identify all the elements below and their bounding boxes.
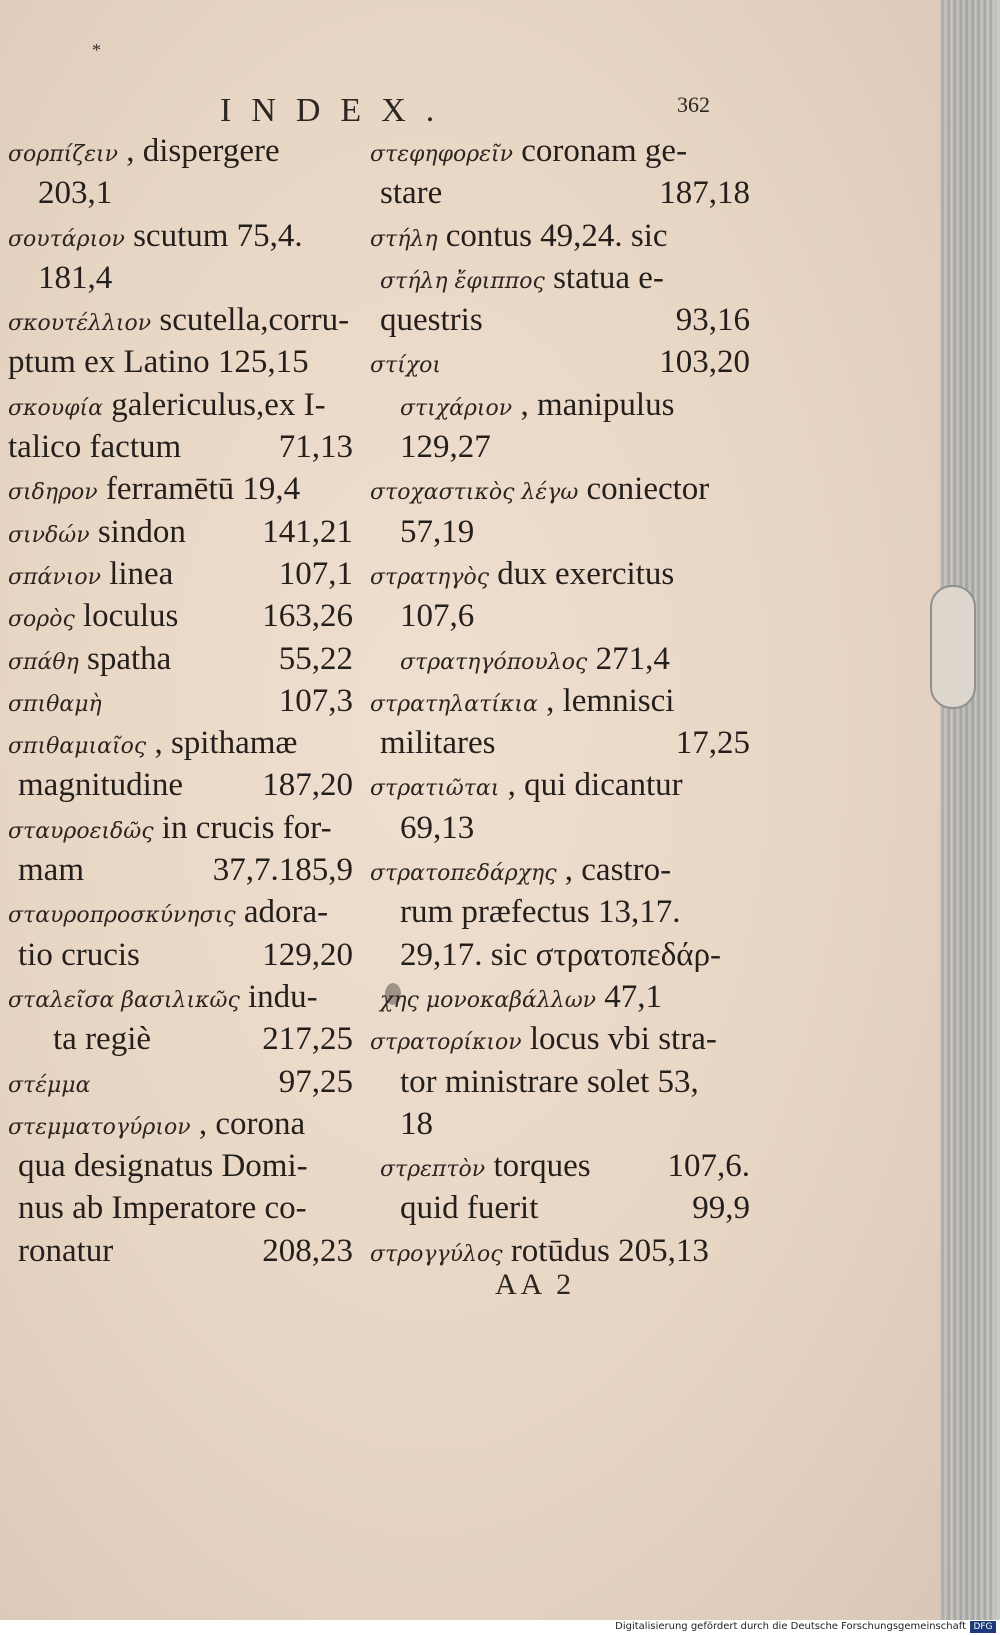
entry-text (18, 849, 84, 891)
index-entry (8, 680, 353, 722)
page-reference: 217,25 (262, 1021, 353, 1058)
index-entry (370, 764, 750, 806)
index-entry (370, 722, 750, 764)
entry-text (8, 680, 102, 726)
greek-headword: στίχοι (370, 353, 442, 379)
page-header: INDEX. (220, 92, 455, 129)
entry-text (370, 130, 687, 176)
latin-gloss: talico factum (8, 429, 182, 466)
greek-headword: σινδών (8, 522, 90, 548)
index-entry (8, 1187, 353, 1229)
entry-text (370, 764, 683, 810)
entry-text (400, 511, 474, 553)
signature-star: * (92, 40, 101, 60)
signature-mark: AA 2 (495, 1268, 576, 1301)
greek-headword: σπάνιον (8, 564, 101, 590)
index-entry (370, 299, 750, 341)
greek-headword: στοχαστικὸς λέγω (370, 480, 579, 506)
greek-headword: στήλη (370, 226, 438, 252)
entry-text (370, 215, 668, 261)
entry-text (18, 1230, 113, 1272)
index-entry (8, 468, 353, 510)
entry-text (380, 976, 662, 1022)
greek-headword: σταυροπροσκύνησις (8, 903, 236, 929)
index-entry (8, 934, 353, 976)
latin-gloss: ferramētū 19,4 (105, 471, 301, 508)
index-entry (8, 807, 353, 849)
greek-headword: στεμματογύριον (8, 1114, 191, 1140)
index-entry (370, 1061, 750, 1103)
greek-headword: στέμμα (8, 1072, 91, 1098)
page-reference: 17,25 (675, 725, 750, 762)
entry-text (8, 638, 171, 684)
entry-text (380, 172, 442, 214)
index-entry (370, 172, 750, 214)
entry-text (53, 1018, 151, 1060)
entry-text (8, 553, 173, 599)
greek-headword: σιδηρον (8, 480, 98, 506)
latin-gloss: ronatur (18, 1232, 114, 1269)
entry-text (8, 722, 297, 768)
latin-gloss: adora- (243, 894, 329, 931)
greek-headword: σκουφία (8, 395, 103, 421)
index-entry (370, 1103, 750, 1145)
latin-gloss: quid fuerit (400, 1190, 539, 1227)
latin-gloss: dux exercitus (497, 555, 675, 592)
latin-gloss: 107,6 (400, 598, 475, 635)
index-entry (370, 934, 750, 976)
latin-gloss: , corona (198, 1105, 306, 1142)
entry-text (18, 934, 140, 976)
latin-gloss: linea (109, 555, 174, 592)
entry-text (400, 384, 674, 430)
entry-text (400, 1061, 699, 1103)
entry-text (8, 215, 303, 261)
index-entry (8, 215, 353, 257)
entry-text (18, 1145, 308, 1187)
index-entry (370, 1018, 750, 1060)
greek-headword: στιχάριον (400, 395, 513, 421)
latin-gloss: 29,17. sic στρατοπεδάρ- (400, 936, 722, 973)
index-entry (8, 1103, 353, 1145)
latin-gloss: , qui dicantur (507, 767, 683, 804)
entry-text (38, 172, 112, 214)
index-entry (370, 384, 750, 426)
entry-text (370, 341, 441, 387)
greek-headword: στρατορίκιον (370, 1030, 522, 1056)
latin-gloss: rum præfectus 13,17. (400, 894, 681, 931)
index-entry (8, 1230, 353, 1272)
index-entry (370, 130, 750, 172)
latin-gloss: ta regiè (53, 1021, 152, 1058)
latin-gloss: coronam ge- (521, 133, 688, 169)
entry-text (380, 1145, 591, 1191)
page-reference: 208,23 (262, 1232, 353, 1269)
greek-headword: σορπίζειν (8, 142, 119, 167)
entry-text (400, 1187, 538, 1229)
entry-text (380, 257, 664, 303)
entry-text (370, 468, 709, 514)
page-reference: 163,26 (262, 598, 353, 635)
index-entry (8, 130, 353, 172)
greek-headword: σταλεῖσα βασιλικῶς (8, 987, 240, 1013)
index-entry (370, 257, 750, 299)
latin-gloss: 18 (400, 1105, 433, 1142)
index-entry (8, 426, 353, 468)
page-reference: 103,20 (659, 344, 750, 381)
index-entry (8, 299, 353, 341)
page-reference: 141,21 (262, 513, 353, 550)
page-number: 362 (677, 92, 710, 117)
index-entry (370, 215, 750, 257)
entry-text (8, 468, 300, 514)
latin-gloss: 203,1 (38, 175, 113, 212)
index-entry (370, 807, 750, 849)
latin-gloss: tio crucis (18, 936, 140, 973)
latin-gloss: , lemnisci (546, 682, 675, 719)
latin-gloss: tor ministrare solet 53, (400, 1063, 699, 1100)
latin-gloss: 271,4 (595, 640, 670, 677)
entry-text (370, 553, 674, 599)
page-stack-edge (940, 0, 995, 1620)
index-entry (8, 341, 353, 383)
latin-gloss: spatha (87, 640, 172, 677)
latin-gloss: loculus (83, 598, 179, 635)
latin-gloss: nus ab Imperatore co- (18, 1190, 307, 1227)
page-reference: 187,20 (262, 767, 353, 804)
dfg-logo: DFG (970, 1621, 996, 1633)
latin-gloss: 181,4 (38, 259, 113, 296)
index-entry (370, 553, 750, 595)
greek-headword: σουτάριον (8, 226, 125, 252)
latin-gloss: 69,13 (400, 809, 475, 846)
greek-headword: χης μονοκαβάλλων (380, 987, 597, 1013)
index-entry (370, 1145, 750, 1187)
latin-gloss: qua designatus Domi- (18, 1148, 308, 1185)
greek-headword: στεφηφορεῖν (370, 142, 513, 167)
greek-headword: στήλη ἔφιππος (380, 268, 545, 294)
entry-text (400, 934, 721, 976)
greek-headword: στρατηγόπουλος (400, 649, 588, 675)
latin-gloss: militares (380, 725, 496, 762)
index-entry (8, 1145, 353, 1187)
latin-gloss: stare (380, 175, 443, 212)
page-reference: 93,16 (675, 302, 750, 339)
entry-text (400, 1103, 433, 1145)
latin-gloss: mam (18, 852, 84, 889)
index-entry (370, 976, 750, 1018)
page-reference: 129,20 (262, 936, 353, 973)
greek-headword: στρεπτὸν (380, 1157, 486, 1183)
clasp-tab (930, 585, 976, 709)
index-entry (8, 553, 353, 595)
greek-headword: στρογγύλος (370, 1241, 503, 1267)
entry-text (18, 764, 183, 806)
latin-gloss: 47,1 (604, 978, 663, 1015)
index-entry (8, 976, 353, 1018)
index-entry (370, 511, 750, 553)
entry-text (370, 849, 671, 895)
index-entry (8, 1018, 353, 1060)
page-reference: 107,3 (278, 682, 353, 719)
latin-gloss: galericulus,ex I- (111, 386, 326, 423)
index-entry (8, 172, 353, 214)
page-reference: 107,1 (278, 555, 353, 592)
page-reference: 97,25 (278, 1063, 353, 1100)
index-entry (370, 849, 750, 891)
entry-text (38, 257, 112, 299)
latin-gloss: torques (493, 1148, 591, 1185)
index-entry (8, 511, 353, 553)
entry-text (400, 426, 491, 468)
latin-gloss: , manipulus (520, 386, 675, 423)
latin-gloss: sindon (97, 513, 186, 550)
index-entry (8, 891, 353, 933)
greek-headword: σκουτέλλιον (8, 311, 152, 337)
latin-gloss: scutella,corru- (159, 302, 350, 339)
page-reference: 71,13 (278, 429, 353, 466)
greek-headword: στρατηγὸς (370, 564, 490, 590)
index-entry (370, 680, 750, 722)
entry-text (8, 807, 332, 853)
entry-text (400, 807, 474, 849)
entry-text (8, 976, 318, 1022)
entry-text (8, 1103, 305, 1149)
index-entry (8, 595, 353, 637)
entry-text (400, 595, 474, 637)
greek-headword: σπάθη (8, 649, 79, 675)
entry-text (8, 511, 186, 557)
entry-text (8, 426, 181, 468)
latin-gloss: ptum ex Latino 125,15 (8, 344, 309, 381)
latin-gloss: 129,27 (400, 429, 491, 466)
greek-headword: σταυροειδῶς (8, 818, 154, 844)
latin-gloss: in crucis for- (161, 809, 332, 846)
entry-text (380, 299, 483, 341)
index-entry (8, 764, 353, 806)
page-reference: 99,9 (692, 1190, 750, 1227)
entry-text (370, 1018, 717, 1064)
page-reference: 187,18 (659, 175, 750, 212)
greek-headword: στρατιῶται (370, 776, 500, 802)
latin-gloss: contus 49,24. sic (445, 217, 668, 254)
index-entry (8, 849, 353, 891)
latin-gloss: , spithamæ (154, 725, 298, 762)
entry-text (8, 891, 328, 937)
greek-headword: σπιθαμὴ (8, 691, 102, 717)
entry-text (380, 722, 495, 764)
index-entry (370, 595, 750, 637)
latin-gloss: indu- (248, 978, 318, 1015)
index-column-right (370, 130, 750, 1272)
latin-gloss: , dispergere (126, 133, 280, 169)
greek-headword: σπιθαμιαῖος (8, 734, 147, 760)
entry-text (400, 891, 680, 933)
index-entry (370, 1187, 750, 1229)
entry-text (8, 341, 309, 383)
index-entry (370, 891, 750, 933)
digitization-credit: Digitalisierung gefördert durch die Deutsche Forschungsgemeinschaft (615, 1621, 966, 1632)
latin-gloss: questris (380, 302, 483, 339)
page-reference: 37,7.185,9 (212, 852, 353, 889)
index-entry (370, 468, 750, 510)
entry-text (8, 130, 280, 176)
entry-text (400, 638, 670, 684)
greek-headword: σορὸς (8, 607, 75, 633)
index-entry (8, 722, 353, 764)
index-entry (8, 384, 353, 426)
entry-text (8, 595, 178, 641)
index-entry (8, 257, 353, 299)
index-column-left (8, 130, 353, 1272)
index-entry (370, 1230, 750, 1272)
index-entry (370, 638, 750, 680)
entry-text (18, 1187, 307, 1229)
index-entry (8, 1061, 353, 1103)
greek-headword: στρατηλατίκια (370, 691, 538, 717)
latin-gloss: statua e- (553, 259, 664, 296)
entry-text (8, 1061, 90, 1107)
index-entry (8, 638, 353, 680)
entry-text (8, 299, 349, 345)
greek-headword: στρατοπεδάρχης (370, 861, 557, 887)
entry-text (370, 680, 674, 726)
latin-gloss: locus vbi stra- (529, 1021, 717, 1058)
page-reference: 107,6. (667, 1148, 750, 1185)
latin-gloss: coniector (586, 471, 710, 508)
page-reference: 55,22 (278, 640, 353, 677)
latin-gloss: magnitudine (18, 767, 183, 804)
index-entry (370, 341, 750, 383)
latin-gloss: , castro- (564, 852, 672, 889)
latin-gloss: rotūdus 205,13 (510, 1232, 709, 1269)
index-entry (370, 426, 750, 468)
latin-gloss: 57,19 (400, 513, 475, 550)
entry-text (8, 384, 326, 430)
latin-gloss: scutum 75,4. (133, 217, 303, 254)
